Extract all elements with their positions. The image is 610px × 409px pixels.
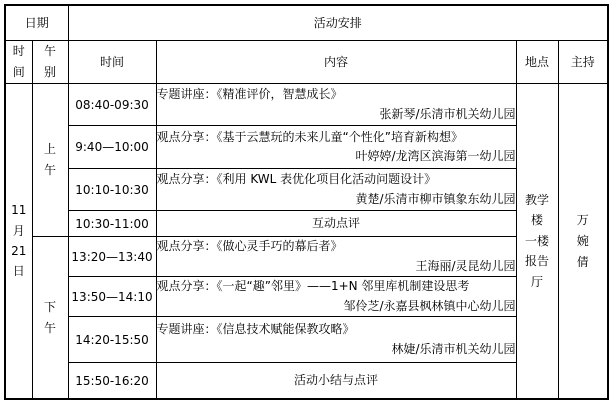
time-cell: 14:20-15:50 xyxy=(68,317,156,363)
time-cell: 13:20—13:40 xyxy=(68,237,156,277)
content-cell xyxy=(156,211,516,237)
session-title: 观点分享：《利用 KWL 表优化项目化活动问题设计》 xyxy=(156,172,437,187)
session-title: 专题讲座：《信息技术赋能保教攻略》 xyxy=(156,322,355,337)
header-session-label: 午别 xyxy=(43,44,56,79)
time-cell: 15:50-16:20 xyxy=(68,363,156,400)
location-line: 一楼 xyxy=(525,233,550,248)
session-speaker: 林婕/乐清市机关幼儿园 xyxy=(391,341,516,356)
session-title: 观点分享：《做心灵手巧的幕后者》 xyxy=(156,239,343,254)
session-title: 专题讲座：《精准评价，智慧成长》 xyxy=(156,87,343,102)
header-time-axis-cell xyxy=(5,41,32,84)
table-row xyxy=(5,84,608,126)
session-speaker: 王海丽/灵昆幼儿园 xyxy=(415,258,516,273)
location-line: 厅 xyxy=(531,274,544,289)
session-title: 观点分享：《基于云慧玩的未来儿童“个性化”培育新构想》 xyxy=(156,129,463,144)
content-cell xyxy=(156,84,516,126)
session-afternoon-cell xyxy=(32,237,68,400)
date-line: 日 xyxy=(12,264,25,279)
header-plan-cell: 活动安排 xyxy=(68,5,608,41)
date-cell xyxy=(5,84,32,400)
session-morning-cell xyxy=(32,84,68,237)
session-speaker: 张新琴/乐清市机关幼儿园 xyxy=(379,106,516,121)
session-title: 互动点评 xyxy=(312,215,361,230)
session-afternoon-label: 下午 xyxy=(43,299,56,335)
header-date-cell: 日期 xyxy=(5,5,68,41)
session-speaker: 叶婷婷/龙湾区滨海第一幼儿园 xyxy=(355,149,516,163)
time-cell: 10:10-10:30 xyxy=(68,169,156,211)
session-speaker: 黄楚/乐清市柳市镇象东幼儿园 xyxy=(355,191,516,206)
header-session-cell xyxy=(32,41,68,84)
session-title: 活动小结与点评 xyxy=(294,372,379,387)
session-morning-label: 上午 xyxy=(43,142,56,177)
session-title: 观点分享：《一起“趣”邻里》——1+N 邻里库机制建设思考 xyxy=(156,279,470,294)
content-cell xyxy=(156,126,516,169)
time-cell: 08:40-09:30 xyxy=(68,84,156,126)
time-cell: 10:30-11:00 xyxy=(68,211,156,237)
content-cell xyxy=(156,363,516,400)
location-cell xyxy=(516,84,558,400)
host-name: 万婉倩 xyxy=(576,212,589,269)
header-time-cell: 时间 xyxy=(68,41,156,84)
location-line: 教学 xyxy=(525,193,550,208)
content-cell xyxy=(156,169,516,211)
date-line: 21 xyxy=(11,244,27,258)
header-content-cell: 内容 xyxy=(156,41,516,84)
content-cell xyxy=(156,237,516,277)
header-row-2 xyxy=(5,41,608,84)
location-line: 报告 xyxy=(525,254,550,269)
header-row-1 xyxy=(5,5,608,41)
content-cell xyxy=(156,277,516,317)
session-speaker: 邹伶芝/永嘉县枫林镇中心幼儿园 xyxy=(343,298,516,313)
content-cell xyxy=(156,317,516,363)
activity-schedule-table xyxy=(4,4,609,400)
time-cell: 13:50—14:10 xyxy=(68,277,156,317)
header-location-cell: 地点 xyxy=(516,41,558,84)
location-line: 楼 xyxy=(531,213,544,228)
time-cell: 9:40—10:00 xyxy=(68,126,156,169)
date-line: 月 xyxy=(12,223,25,238)
header-time-axis-label: 时间 xyxy=(12,44,25,79)
header-host-cell: 主持 xyxy=(558,41,608,84)
date-line: 11 xyxy=(11,203,27,218)
host-cell xyxy=(558,84,608,400)
